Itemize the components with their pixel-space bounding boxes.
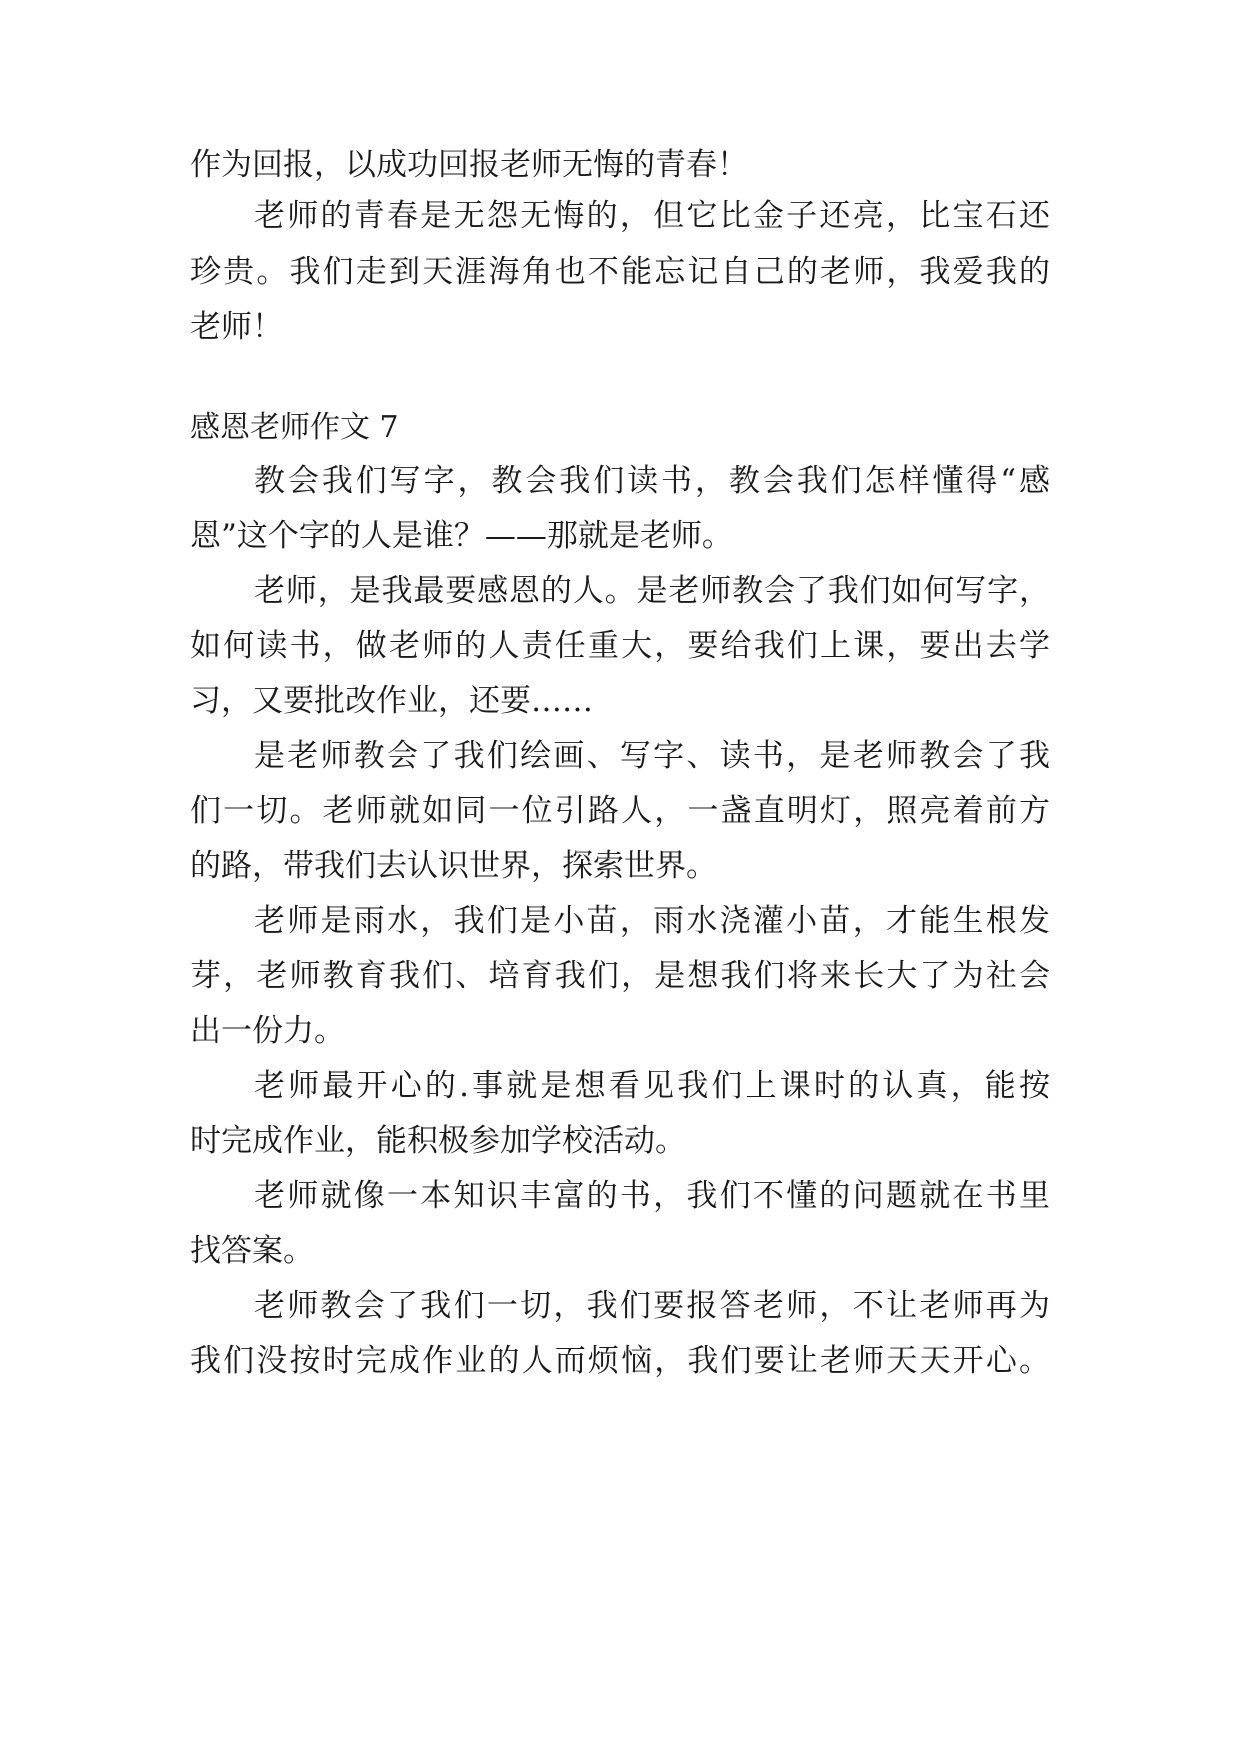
text-line: 老师就像一本知识丰富的书，我们不懂的问题就在书里 [254,1178,1050,1214]
text-line: 们一切。老师就如同一位引路人，一盏直明灯，照亮着前方 [190,793,1050,829]
text-line: 老师！ [190,309,283,345]
text-line: 作为回报，以成功回报老师无悔的青春！ [190,147,748,183]
text-line: 的路，带我们去认识世界，探索世界。 [190,848,717,884]
text-line: 出一份力。 [190,1013,345,1049]
text-line: 习，又要批改作业，还要…… [190,683,593,719]
text-line: 老师，是我最要感恩的人。是老师教会了我们如何写字， [254,573,1050,609]
section-heading: 感恩老师作文 7 [190,410,399,445]
text-line: 找答案。 [190,1233,314,1269]
text-line: 老师的青春是无怨无悔的，但它比金子还亮，比宝石还 [254,198,1050,234]
text-line: 老师教会了我们一切，我们要报答老师，不让老师再为 [254,1288,1050,1324]
text-line: 是老师教会了我们绘画、写字、读书，是老师教会了我 [254,738,1050,774]
text-line: 如何读书，做老师的人责任重大，要给我们上课，要出去学 [190,628,1050,664]
text-line: 珍贵。我们走到天涯海角也不能忘记自己的老师，我爱我的 [190,254,1050,290]
text-line: 我们没按时完成作业的人而烦恼，我们要让老师天天开心。 [190,1343,1050,1379]
text-line: 芽，老师教育我们、培育我们，是想我们将来长大了为社会 [190,958,1050,994]
text-line: 时完成作业，能积极参加学校活动。 [190,1123,686,1159]
text-line: 老师最开心的.事就是想看见我们上课时的认真，能按 [254,1068,1050,1104]
text-line: 老师是雨水，我们是小苗，雨水浇灌小苗，才能生根发 [254,903,1050,939]
text-line: 恩”这个字的人是谁？——那就是老师。 [190,518,733,554]
text-line: 教会我们写字，教会我们读书，教会我们怎样懂得“感 [254,463,1050,499]
